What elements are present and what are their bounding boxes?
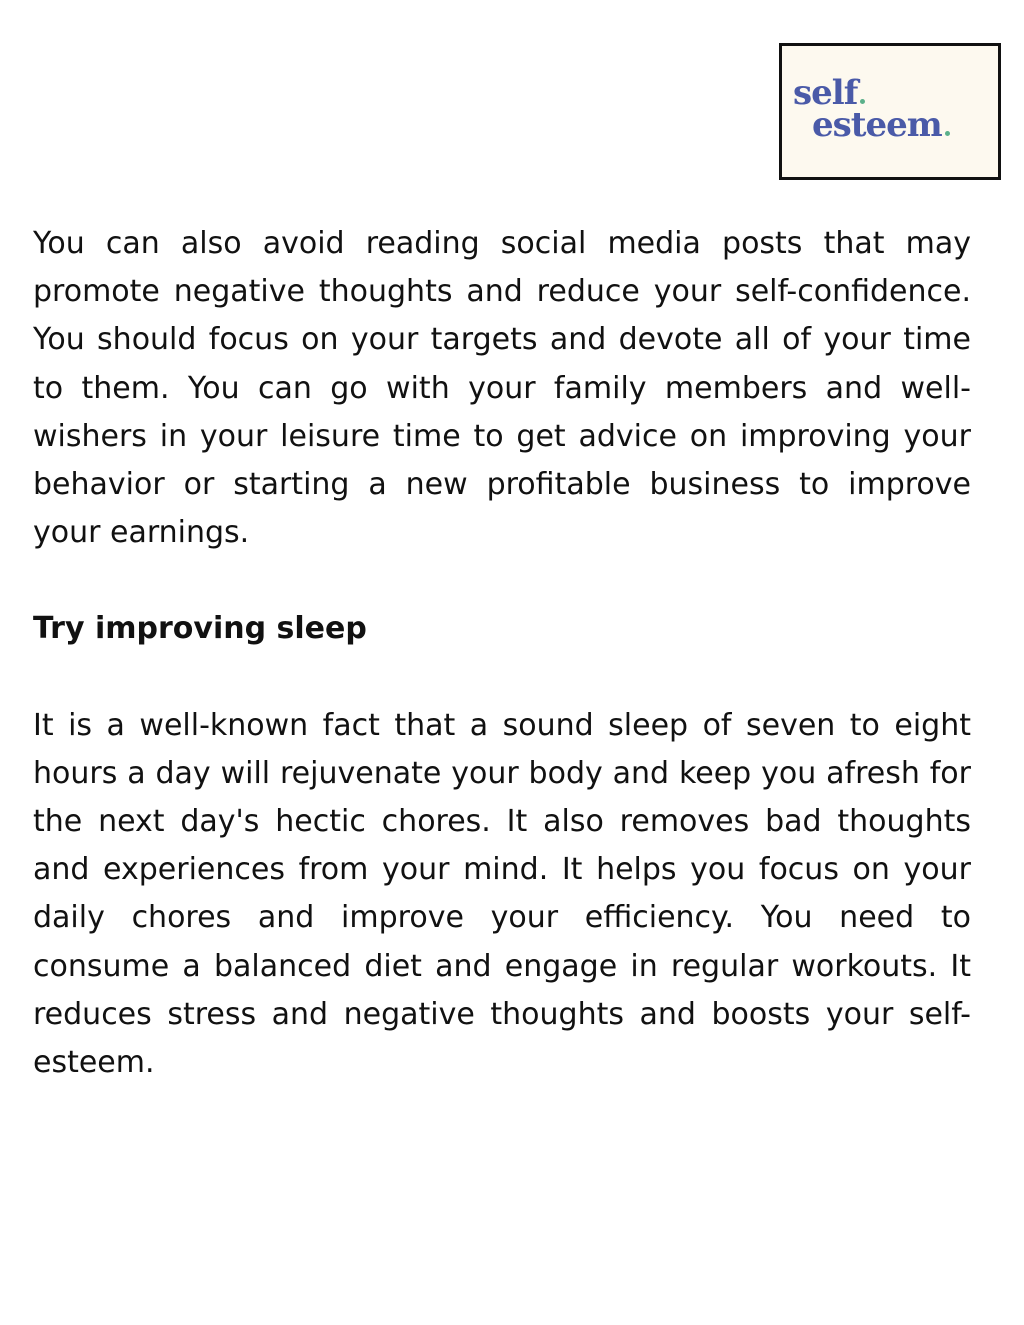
section-heading: Try improving sleep (33, 611, 367, 647)
brand-logo (779, 43, 1001, 180)
intro-paragraph: You can also avoid reading social media posts that may promote negative thoughts and reduce your self-confidence. You should focus on your targets and devote all of your time to them. You can go with your family members and well-wishers in your leisure time to get advice on improving your behavior or starting a new profitable business to improve your earnings. (33, 226, 971, 551)
logo-dot-icon (860, 99, 865, 104)
sleep-paragraph: It is a well-known fact that a sound sleep of seven to eight hours a day will rejuvenate your body and keep you afresh for the next day's hectic chores. It also removes bad thoughts and experiences from your mind. It helps you focus on your daily chores and improve your efficiency. You need to consume a balanced diet and engage in regular workouts. It reduces stress and negative thoughts and boosts your self-esteem. (33, 707, 971, 1081)
article-body (33, 220, 971, 1087)
logo-line-self: self (793, 76, 865, 110)
logo-dot-icon (945, 131, 950, 136)
logo-line-esteem: esteem (812, 108, 950, 142)
